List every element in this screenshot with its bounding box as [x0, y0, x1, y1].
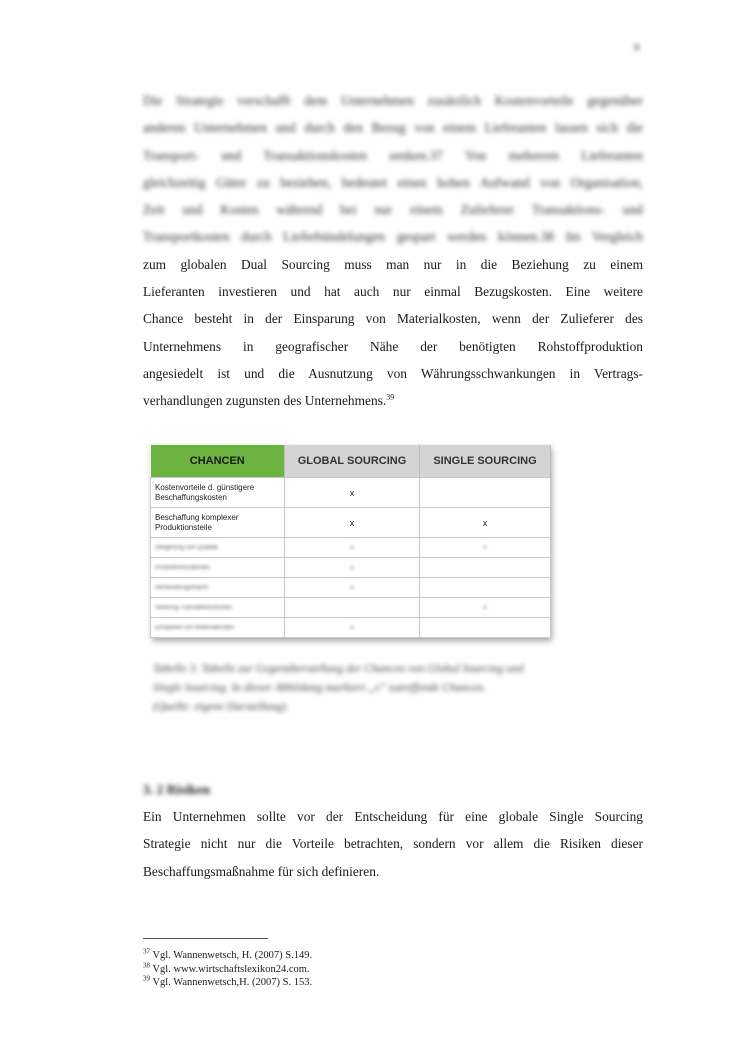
table-header-global: GLOBAL SOURCING [285, 445, 420, 478]
page-number: 9 [634, 42, 640, 54]
footnote-number: 39 [143, 974, 150, 983]
blurred-line: Zeit und Kosten während bei nur einem Zulieferer Transaktions- und [143, 202, 643, 218]
global-mark: x [285, 478, 420, 508]
paragraph-line: Strategie nicht nur die Vorteile betrachten, sondern vor allem die Risiken dieser [143, 836, 643, 852]
blurred-line: gleichzeitig Güter zu beziehen, bedeutet einen hohen Aufwand von Organisation, [143, 174, 643, 190]
blurred-line: anderen Unternehmen und durch den Bezug von einem Lieferanten lassen sich die [143, 120, 643, 136]
caption-line: Single Sourcing. In dieser Abbildung markiert „x“ zutreffende Chancen. [153, 682, 487, 694]
row-label: Beschaffung komplexer Produktionsteile [151, 508, 285, 538]
section-title: Risiken [166, 782, 211, 797]
paragraph-last-line [143, 387, 643, 414]
global-mark: x [285, 508, 420, 538]
section-number: 3. 2 [143, 782, 164, 797]
paragraph-line: Unternehmens in geografischer Nähe der benötigten Rohstoffproduktion [143, 338, 643, 354]
table-header-single: SINGLE SOURCING [420, 445, 551, 478]
paragraph-line: Chance besteht in der Einsparung von Materialkosten, wenn der Zulieferer des [143, 311, 643, 327]
footnote [143, 963, 312, 977]
footnote-text: Vgl. www.wirtschaftslexikon24.com. [152, 963, 310, 975]
footnote-ref: 39 [386, 392, 395, 402]
caption-line: (Quelle: eigene Darstellung). [153, 701, 289, 713]
single-mark: x [420, 538, 551, 558]
table-row [151, 538, 551, 558]
single-mark: x [420, 508, 551, 538]
footnote [143, 976, 312, 990]
blurred-line: Die Strategie verschafft dem Unternehmen zusätzlich Kostenvorteile gegenüber [143, 93, 643, 108]
global-mark: x [285, 578, 420, 598]
footnote [143, 949, 312, 963]
footnote-number: 37 [143, 947, 150, 956]
footnote-text: Vgl. Wannenwetsch, H. (2007) S.149. [152, 950, 313, 961]
body-paragraph [143, 87, 643, 415]
footnote-divider [143, 938, 268, 939]
footnote-text: Vgl. Wannenwetsch,H. (2007) S. 153. [152, 977, 313, 988]
table-caption [153, 660, 613, 717]
blurred-line: Transportkosten durch Lieferbündelungen gespart werden können.38 Im Vergleich [143, 229, 643, 245]
table-header-chancen: CHANCEN [151, 445, 285, 478]
single-mark [420, 558, 551, 578]
row-label: Produktinnovationen [151, 558, 285, 578]
paragraph-line: Ein Unternehmen sollte vor der Entscheidung für eine globale Single Sourcing [143, 809, 643, 824]
single-mark [420, 618, 551, 638]
table-row [151, 558, 551, 578]
single-mark: x [420, 598, 551, 618]
table-row [151, 578, 551, 598]
paragraph-line: Beschaffungsmaßnahme für sich definieren. [143, 863, 380, 879]
paragraph-line: zum globalen Dual Sourcing muss man nur in die Beziehung zu einem [143, 256, 643, 272]
single-mark [420, 578, 551, 598]
footnotes [143, 949, 312, 990]
table-row [151, 618, 551, 638]
table-row [151, 508, 551, 538]
global-mark [285, 598, 420, 618]
paragraph-line: angesiedelt ist und die Ausnutzung von Währungsschwankungen in Vertrags- [143, 365, 643, 381]
row-label: Kostenvorteile d. günstigere Beschaffungskosten [151, 478, 285, 508]
section-heading [143, 782, 210, 798]
global-mark: x [285, 538, 420, 558]
row-label: Verhandlungsmacht [151, 578, 285, 598]
chancen-table [150, 445, 550, 638]
row-label: Einsparen von Materialkosten [151, 618, 285, 638]
paragraph-line: Lieferanten investieren und hat auch nur einmal Bezugskosten. Eine weitere [143, 284, 643, 300]
global-mark: x [285, 558, 420, 578]
global-mark: x [285, 618, 420, 638]
row-label: Steigerung von Qualität [151, 538, 285, 558]
blurred-line: Transport- und Transaktionskosten senken.37 Von mehreren Lieferanten [143, 147, 643, 163]
caption-line: Tabelle 3: Tabelle zur Gegenüberstellung der Chancen von Global Sourcing und [153, 663, 524, 675]
single-mark [420, 478, 551, 508]
section-paragraph [143, 803, 643, 885]
table-row [151, 478, 551, 508]
paragraph-last-text: verhandlungen zugunsten des Unternehmens. [143, 393, 387, 409]
footnote-number: 38 [143, 961, 150, 969]
table-row [151, 598, 551, 618]
row-label: Senkung Transaktionskosten [151, 598, 285, 618]
